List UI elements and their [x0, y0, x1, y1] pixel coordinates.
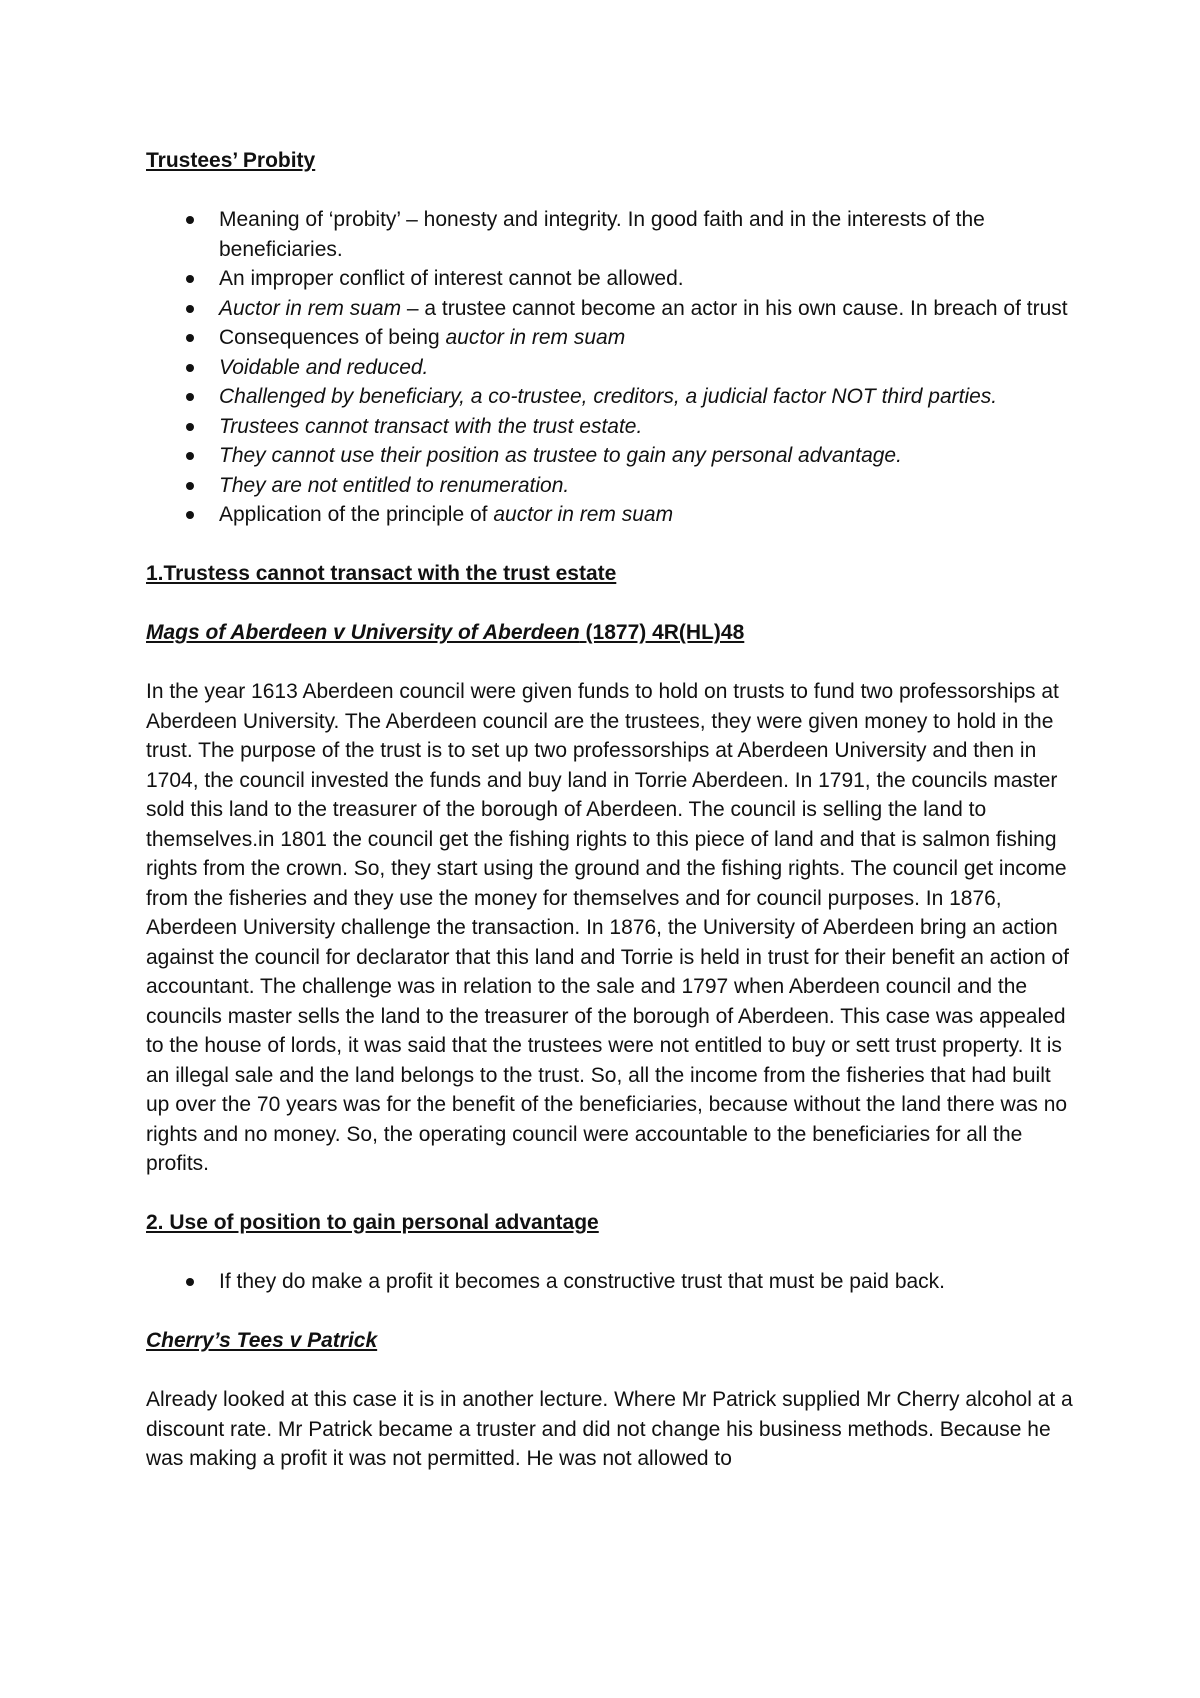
list-item: Auctor in rem suam – a trustee cannot become an actor in his own cause. In breach of trust — [146, 294, 1076, 324]
section-2-bullet-list — [146, 1267, 1076, 1297]
list-item: Consequences of being auctor in rem suam — [146, 323, 1076, 353]
list-item: Trustees cannot transact with the trust estate. — [146, 412, 1076, 442]
intro-bullet-list — [146, 205, 1076, 530]
document-title: Trustees’ Probity — [146, 149, 316, 172]
list-item: An improper conflict of interest cannot be allowed. — [146, 264, 1076, 294]
case-2-name: Cherry’s Tees v Patrick — [146, 1329, 378, 1352]
case-2-heading — [146, 1326, 1076, 1356]
list-item: They cannot use their position as trustee to gain any personal advantage. — [146, 441, 1076, 471]
case-2-paragraph: Already looked at this case it is in another lecture. Where Mr Patrick supplied Mr Cherry alcohol at a discount rate. Mr Patrick became a truster and did not change his business methods. Because he was making a profit it was not permitted. He was not allowed to — [146, 1388, 1073, 1470]
document-body — [146, 146, 1076, 1474]
case-1-heading — [146, 618, 1076, 648]
section-2-heading: 2. Use of position to gain personal advantage — [146, 1211, 599, 1234]
case-1-citation: (1877) 4R(HL)48 — [579, 621, 745, 644]
section-1-heading: 1.Trustess cannot transact with the trust estate — [146, 562, 617, 585]
list-item: Meaning of ‘probity’ – honesty and integrity. In good faith and in the interests of the beneficiaries. — [146, 205, 1076, 264]
list-item: They are not entitled to renumeration. — [146, 471, 1076, 501]
list-item: Challenged by beneficiary, a co-trustee, creditors, a judicial factor NOT third parties. — [146, 382, 1076, 412]
list-item: If they do make a profit it becomes a constructive trust that must be paid back. — [146, 1267, 1076, 1297]
case-1-paragraph: In the year 1613 Aberdeen council were given funds to hold on trusts to fund two professorships at Aberdeen University. The Aberdeen council are the trustees, they were given money to hold in the trust. The purpose of the trust is to set up two professorships at Aberdeen University and then in 1704, the council invested the funds and buy land in Torrie Aberdeen. In 1791, the councils master sold this land to the treasurer of the borough of Aberdeen. The council is selling the land to themselves.in 1801 the council get the fishing rights to this piece of land and that is salmon fishing rights from the crown. So, they start using the ground and the fishing rights. The council get income from the fisheries and they use the money for themselves and for council purposes. In 1876, Aberdeen University challenge the transaction. In 1876, the University of Aberdeen bring an action against the council for declarator that this land and Torrie is held in trust for their benefit an action of accountant. The challenge was in relation to the sale and 1797 when Aberdeen council and the councils master sells the land to the treasurer of the borough of Aberdeen. This case was appealed to the house of lords, it was said that the trustees were not entitled to buy or sett trust property. It is an illegal sale and the land belongs to the trust. So, all the income from the fisheries that had built up over the 70 years was for the benefit of the beneficiaries, because without the land there was no rights and no money. So, the operating council were accountable to the beneficiaries for all the profits. — [146, 680, 1069, 1175]
list-item: Application of the principle of auctor in rem suam — [146, 500, 1076, 530]
case-1-name: Mags of Aberdeen v University of Aberdeen — [146, 621, 580, 644]
list-item: Voidable and reduced. — [146, 353, 1076, 383]
